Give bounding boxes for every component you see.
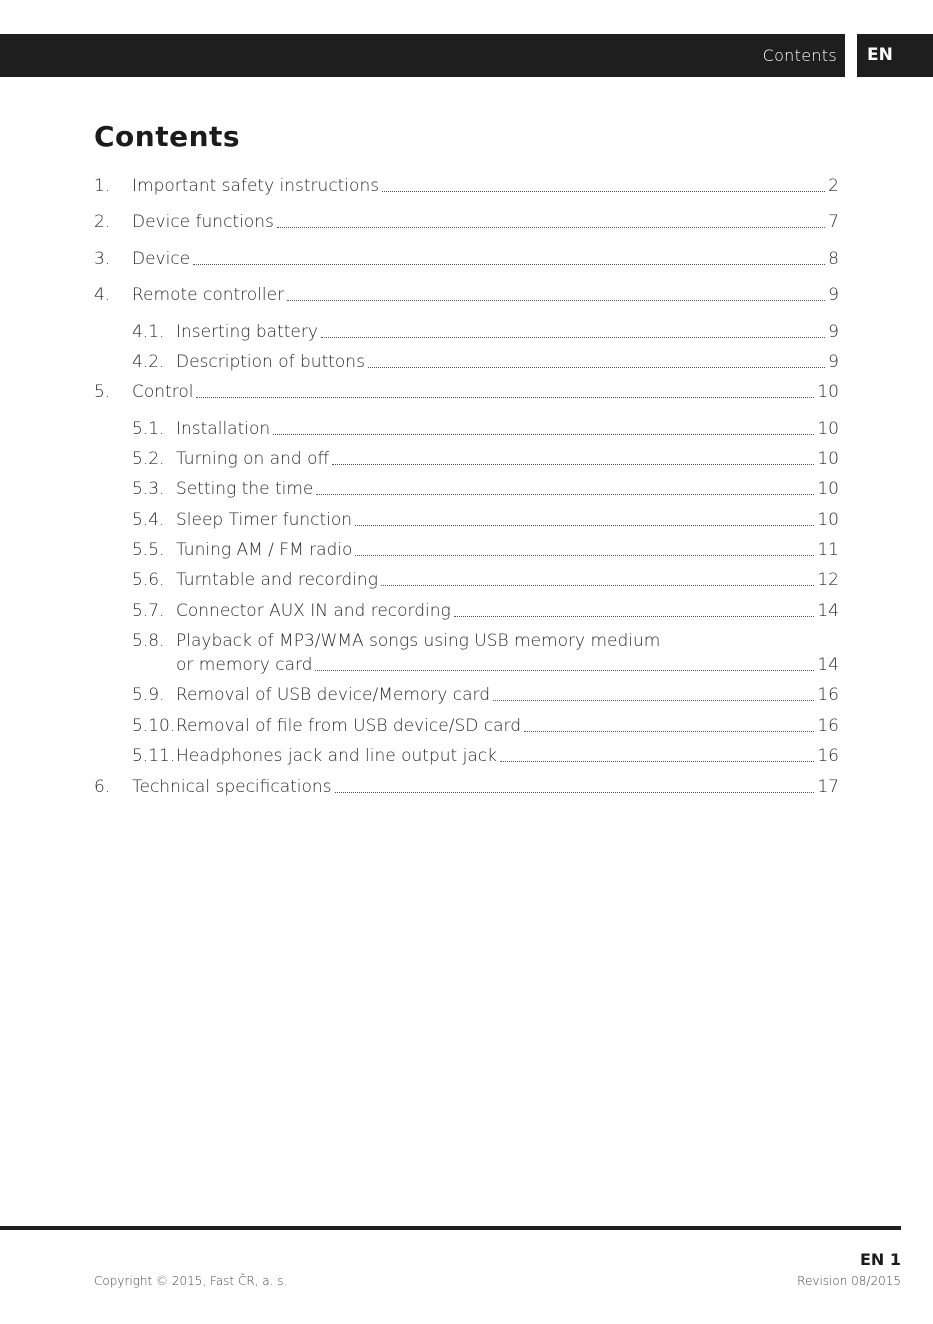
toc-title: Setting the time xyxy=(176,479,314,499)
toc-title: Sleep Timer function xyxy=(176,510,353,530)
toc-title: Important safety instructions xyxy=(132,176,380,196)
toc-entry-5-5[interactable] xyxy=(132,538,839,562)
toc-number: 5.11. xyxy=(132,746,176,766)
toc-entry-4-1[interactable] xyxy=(132,320,839,344)
toc-number: 3. xyxy=(94,249,111,269)
toc-title: Control xyxy=(132,382,194,402)
toc-entry-5[interactable] xyxy=(94,380,839,404)
toc-title: Inserting battery xyxy=(176,322,318,342)
toc-page: 2 xyxy=(828,176,839,196)
toc-entry-5-10[interactable] xyxy=(132,714,839,738)
toc-entry-5-3[interactable] xyxy=(132,477,839,501)
toc-page: 9 xyxy=(828,352,839,372)
toc-page: 8 xyxy=(828,249,839,269)
toc-entry-5-8[interactable] xyxy=(132,629,839,677)
toc-number: 4.2. xyxy=(132,352,165,372)
toc-entry-3[interactable] xyxy=(94,247,839,271)
toc-title-continuation xyxy=(176,653,839,677)
toc-title: Device functions xyxy=(132,212,274,232)
language-tab: EN xyxy=(857,34,933,77)
toc-page: 10 xyxy=(817,510,839,530)
toc-entry-5-7[interactable] xyxy=(132,599,839,623)
toc-number: 5.3. xyxy=(132,479,165,499)
toc-entry-4[interactable] xyxy=(94,283,839,307)
toc-number: 5.7. xyxy=(132,601,165,621)
toc-title: Playback of MP3/WMA songs using USB memory medium xyxy=(176,631,661,651)
dot-leader xyxy=(332,463,814,465)
toc-title: Headphones jack and line output jack xyxy=(176,746,497,766)
footer-rule xyxy=(0,1226,901,1230)
toc-number: 4. xyxy=(94,285,111,305)
header-bar xyxy=(0,34,845,77)
dot-leader xyxy=(273,433,814,435)
dot-leader xyxy=(315,669,814,671)
toc-page: 11 xyxy=(817,540,839,560)
toc-title: Description of buttons xyxy=(176,352,365,372)
toc-entry-5-1[interactable] xyxy=(132,417,839,441)
toc-entry-2[interactable] xyxy=(94,210,839,234)
toc-number: 5.5. xyxy=(132,540,165,560)
toc-number: 5.2. xyxy=(132,449,165,469)
toc-page: 12 xyxy=(817,570,839,590)
dot-leader xyxy=(382,190,825,192)
toc-page: 10 xyxy=(817,419,839,439)
toc-title: Turning on and off xyxy=(176,449,330,469)
dot-leader xyxy=(454,615,815,617)
dot-leader xyxy=(335,791,815,793)
toc-number: 5.8. xyxy=(132,631,165,651)
toc-page: 14 xyxy=(817,601,839,621)
dot-leader xyxy=(368,366,825,368)
toc-page: 10 xyxy=(817,382,839,402)
toc-entry-4-2[interactable] xyxy=(132,350,839,374)
toc-number: 4.1. xyxy=(132,322,165,342)
page-title: Contents xyxy=(94,120,241,153)
dot-leader xyxy=(524,730,814,732)
toc-entry-1[interactable] xyxy=(94,174,839,198)
toc-title: Tuning AM / FM radio xyxy=(176,540,353,560)
dot-leader xyxy=(277,226,825,228)
toc-number: 1. xyxy=(94,176,111,196)
toc-entry-5-4[interactable] xyxy=(132,508,839,532)
toc-page: 7 xyxy=(828,212,839,232)
toc-entry-5-9[interactable] xyxy=(132,683,839,707)
toc-title: Technical specifications xyxy=(132,777,332,797)
toc-title: Connector AUX IN and recording xyxy=(176,601,451,621)
toc-title: Turntable and recording xyxy=(176,570,378,590)
toc-page: 10 xyxy=(817,449,839,469)
toc-number: 5.10. xyxy=(132,716,176,736)
dot-leader xyxy=(355,554,814,556)
toc-entry-5-2[interactable] xyxy=(132,447,839,471)
dot-leader xyxy=(196,396,814,398)
toc-entry-5-6[interactable] xyxy=(132,568,839,592)
toc-number: 5.1. xyxy=(132,419,165,439)
toc-page: 14 xyxy=(817,655,839,675)
toc-page: 16 xyxy=(817,685,839,705)
toc-page: 16 xyxy=(817,716,839,736)
toc-number: 5.9. xyxy=(132,685,165,705)
copyright-notice: Copyright © 2015, Fast ČR, a. s. xyxy=(94,1274,288,1288)
toc-title: Installation xyxy=(176,419,271,439)
dot-leader xyxy=(355,524,814,526)
dot-leader xyxy=(500,760,814,762)
dot-leader xyxy=(193,263,825,265)
toc-page: 9 xyxy=(828,322,839,342)
toc-number: 5. xyxy=(94,382,111,402)
dot-leader xyxy=(493,699,814,701)
toc-entry-6[interactable] xyxy=(94,775,839,799)
revision-label: Revision 08/2015 xyxy=(797,1274,901,1288)
dot-leader xyxy=(321,336,825,338)
toc-title: Removal of file from USB device/SD card xyxy=(176,716,521,736)
dot-leader xyxy=(381,584,814,586)
toc-title-line-2: or memory card xyxy=(176,655,313,675)
toc-title: Device xyxy=(132,249,191,269)
dot-leader xyxy=(287,299,825,301)
toc-number: 5.6. xyxy=(132,570,165,590)
toc-page: 9 xyxy=(828,285,839,305)
toc-page: 17 xyxy=(817,777,839,797)
dot-leader xyxy=(316,493,814,495)
toc-title-block xyxy=(176,629,839,677)
section-title: Contents xyxy=(762,46,837,65)
toc-number: 2. xyxy=(94,212,111,232)
toc-page: 16 xyxy=(817,746,839,766)
toc-title: Removal of USB device/Memory card xyxy=(176,685,490,705)
toc-entry-5-11[interactable] xyxy=(132,744,839,768)
toc-title: Remote controller xyxy=(132,285,285,305)
toc-number: 5.4. xyxy=(132,510,165,530)
page-number: EN 1 xyxy=(859,1250,901,1269)
toc-page: 10 xyxy=(817,479,839,499)
toc-number: 6. xyxy=(94,777,111,797)
